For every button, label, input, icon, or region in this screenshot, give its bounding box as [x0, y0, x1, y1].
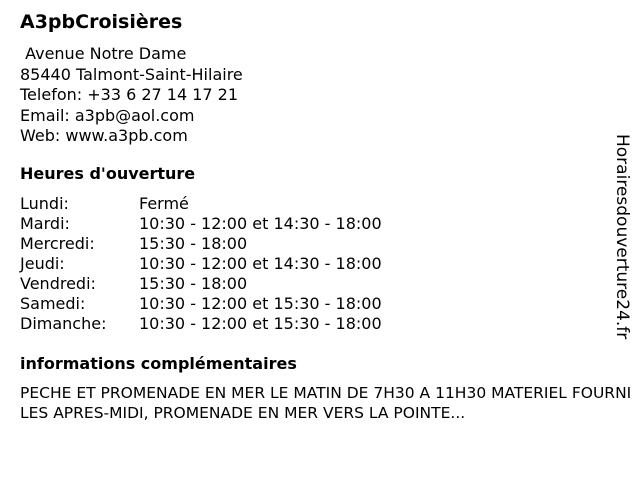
additional-info-heading: informations complémentaires: [20, 354, 297, 373]
hours-value: Fermé: [139, 194, 189, 213]
hours-value: 15:30 - 18:00: [139, 274, 248, 293]
day-label: Vendredi:: [20, 274, 96, 293]
contact-info: [20, 44, 243, 147]
hours-value: 10:30 - 12:00 et 15:30 - 18:00: [139, 294, 382, 313]
business-name: A3pbCroisières: [20, 11, 183, 33]
address-street: Avenue Notre Dame: [20, 44, 187, 63]
additional-info-text: PECHE ET PROMENADE EN MER LE MATIN DE 7H30 A 11H30 MATERIEL FOURNI LES APRES-MIDI, PROMENADE EN MER VERS LA POINTE...: [20, 384, 632, 422]
address-city: 85440 Talmont-Saint-Hilaire: [20, 64, 243, 84]
hours-value: 10:30 - 12:00 et 15:30 - 18:00: [139, 314, 382, 333]
day-label: Mardi:: [20, 214, 70, 233]
website-address: Web: www.a3pb.com: [20, 126, 188, 145]
email-address: Email: a3pb@aol.com: [20, 105, 195, 125]
day-label: Jeudi:: [20, 254, 65, 273]
day-label: Dimanche:: [20, 314, 107, 333]
hours-value: 15:30 - 18:00: [139, 234, 248, 253]
site-watermark: [610, 134, 634, 346]
watermark-text: Horairesdouverture24.fr: [612, 134, 632, 340]
day-label: Lundi:: [20, 194, 69, 213]
opening-hours-heading: Heures d'ouverture: [20, 164, 196, 183]
day-label: Samedi:: [20, 294, 86, 313]
hours-value: 10:30 - 12:00 et 14:30 - 18:00: [139, 214, 382, 233]
day-label: Mercredi:: [20, 234, 95, 253]
phone-number: Telefon: +33 6 27 14 17 21: [20, 85, 239, 104]
hours-value: 10:30 - 12:00 et 14:30 - 18:00: [139, 254, 382, 273]
